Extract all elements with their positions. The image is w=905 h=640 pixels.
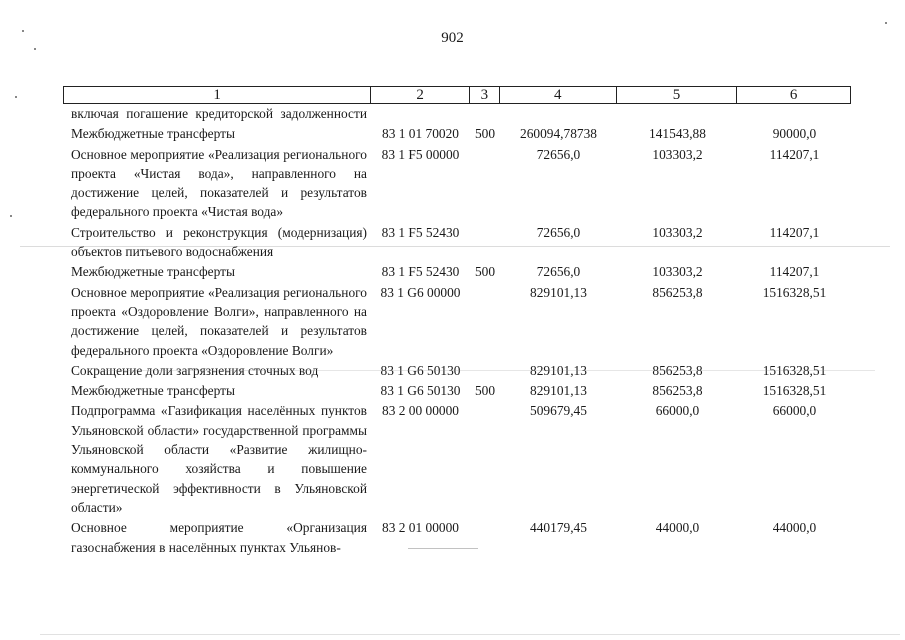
row-value-1: 72656,0: [536, 146, 581, 162]
table-row: [63, 124, 851, 143]
table-row: [63, 145, 851, 222]
row-name: Строительство и реконструкция (модернизация) объектов питьевого водоснабжения: [71, 224, 367, 260]
row-value-3: 1516328,51: [762, 362, 827, 378]
table-body: [63, 104, 851, 558]
scan-artifact-speck: [22, 30, 24, 32]
row-value-1: 509679,45: [530, 403, 587, 419]
row-value-3: 114207,1: [769, 224, 820, 240]
scan-artifact-speck: [34, 48, 36, 50]
table-row: [63, 283, 851, 360]
row-name: Подпрограмма «Газификация населённых пунктов Ульяновской области» государственной программы Ульяновской области «Развитие жилищно-коммунального хозяйства и повышение энергетической эффективности в Ульяновской области»: [71, 403, 367, 515]
row-code: 83 2 00 00000: [382, 403, 459, 419]
row-name: Основное мероприятие «Реализация регионального проекта «Чистая вода», направленного на достижение целей, показателей и результатов федерального проекта «Чистая вода»: [71, 146, 367, 220]
row-name: Основное мероприятие «Реализация регионального проекта «Оздоровление Волги», направленного на достижение целей, показателей и результатов федерального проекта «Оздоровление Волги»: [71, 284, 367, 358]
row-code: 83 1 F5 52430: [381, 264, 460, 280]
scan-artifact-speck: [885, 22, 887, 24]
scan-artifact-rule: [20, 246, 890, 247]
scan-artifact-rule: [408, 548, 478, 549]
row-value-2: 856253,8: [652, 284, 703, 300]
row-code: 83 1 01 70020: [382, 126, 459, 142]
header-col-1: 1: [64, 87, 371, 103]
row-name: Межбюджетные трансферты: [71, 383, 235, 399]
row-value-1: 829101,13: [530, 383, 587, 399]
row-value-2: [617, 104, 738, 123]
row-value-2: 44000,0: [655, 520, 700, 536]
row-vr: 500: [474, 126, 496, 142]
row-code: 83 1 G6 50130: [380, 362, 461, 378]
row-code: 83 1 F5 52430: [381, 224, 460, 240]
row-code: 83 1 F5 00000: [381, 146, 460, 162]
row-value-1: 829101,13: [530, 284, 587, 300]
row-vr: [470, 223, 500, 262]
row-value-1: 72656,0: [536, 224, 581, 240]
row-code: 83 1 G6 50130: [380, 383, 461, 399]
row-vr: [470, 145, 500, 222]
row-name: Межбюджетные трансферты: [71, 126, 235, 142]
row-value-2: 856253,8: [652, 383, 703, 399]
row-code: [371, 104, 470, 123]
table-row: [63, 401, 851, 517]
row-value-2: 856253,8: [652, 362, 703, 378]
row-value-1: 260094,78738: [520, 126, 597, 142]
row-value-3: 1516328,51: [762, 284, 827, 300]
row-vr: [470, 518, 500, 557]
header-col-3: 3: [470, 87, 500, 103]
table-row: [63, 223, 851, 262]
row-code: 83 2 01 00000: [382, 520, 459, 536]
table-row: [63, 262, 851, 281]
scan-artifact-speck: [15, 96, 17, 98]
row-value-3: [738, 104, 851, 123]
row-value-3: 90000,0: [772, 126, 817, 142]
table-header: [63, 86, 851, 104]
row-vr: [470, 104, 500, 123]
page-number: 902: [441, 30, 464, 46]
table-row: [63, 104, 851, 123]
row-vr: [470, 401, 500, 517]
row-value-3: 44000,0: [772, 520, 817, 536]
row-value-3: 66000,0: [772, 403, 817, 419]
row-name: Сокращение доли загрязнения сточных вод: [71, 362, 319, 378]
row-vr: [470, 283, 500, 360]
scan-artifact-rule: [95, 370, 875, 371]
row-value-2: 103303,2: [652, 224, 703, 240]
row-value-2: 103303,2: [652, 264, 703, 280]
header-col-4: 4: [500, 87, 617, 103]
row-value-3: 114207,1: [769, 146, 820, 162]
row-value-1: 440179,45: [530, 520, 587, 536]
row-value-2: 103303,2: [652, 146, 703, 162]
scan-artifact-rule: [40, 634, 900, 635]
header-col-6: 6: [789, 87, 798, 103]
table-row: [63, 381, 851, 400]
row-vr: 500: [474, 383, 496, 399]
row-code: 83 1 G6 00000: [380, 284, 461, 300]
header-col-5: 5: [617, 87, 738, 103]
row-value-3: 1516328,51: [762, 383, 827, 399]
row-name: Межбюджетные трансферты: [71, 264, 235, 280]
table-row: [63, 518, 851, 557]
row-value-3: 114207,1: [769, 264, 820, 280]
row-vr: 500: [474, 264, 496, 280]
row-value-2: 66000,0: [655, 403, 700, 419]
row-value-1: 829101,13: [530, 362, 587, 378]
scan-artifact-speck: [10, 215, 12, 217]
row-value-1: 72656,0: [536, 264, 581, 280]
row-value-2: 141543,88: [649, 126, 706, 142]
row-value-1: [500, 104, 617, 123]
row-name: включая погашение кредиторской задолженности: [71, 106, 367, 121]
row-name: Основное мероприятие «Организация газоснабжения в населённых пунктах Ульянов-: [71, 520, 367, 555]
header-col-2: 2: [371, 87, 470, 103]
